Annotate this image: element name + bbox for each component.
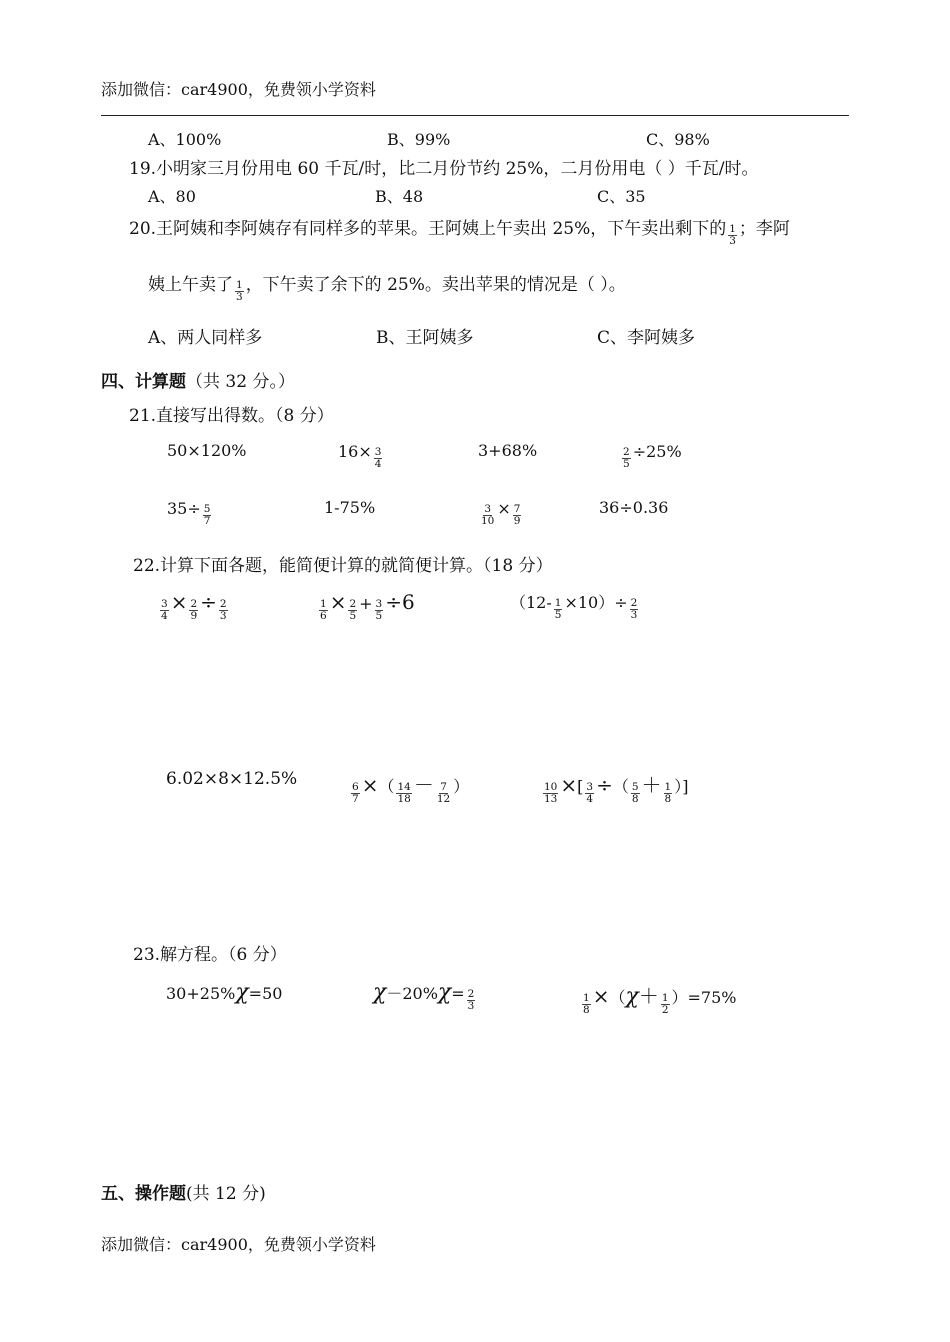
q18-option-c: C、98% [646,130,710,149]
q22-expr-2: $\frac{1}{6}$ × $\frac{2}{5}$ + $\frac{3}{5}$ ÷6 [320,590,415,622]
fraction: $\frac{1}{6}$ [320,598,327,622]
q20-line1: 20.王阿姨和李阿姨存有同样多的苹果。王阿姨上午卖出 25%，下午卖出剩下的 $\frac{1}{3}$ ；李阿 [129,219,790,247]
fraction: $\frac{1}{3}$ [729,223,736,247]
q20-option-b: B、王阿姨多 [376,328,474,348]
fraction: $\frac{1}{8}$ [583,992,590,1016]
section5-heading: 五、操作题(共 12 分) [101,1184,266,1204]
fraction: $\frac{2}{3}$ [219,598,227,622]
fraction: $\frac{1}{5}$ [554,597,562,621]
fraction: $\frac{2}{5}$ [623,446,630,470]
fraction: $\frac{6}{7}$ [352,781,359,805]
fraction: $\frac{1}{8}$ [664,781,672,805]
q21-expr-4: $\frac{2}{5}$ ÷25% [623,442,682,470]
fraction: $\frac{2}{3}$ [467,988,475,1012]
q23-equation-1: 30+25%χ=50 [166,980,283,1005]
fraction: $\frac{2}{3}$ [630,597,638,621]
q20-option-a: A、两人同样多 [148,328,263,348]
fraction: $\frac{3}{5}$ [375,598,383,622]
fraction: $\frac{3}{4}$ [161,598,168,622]
q18-option-b: B、99% [387,130,451,149]
fraction: $\frac{3}{10}$ [481,503,495,527]
q22-expr-1: $\frac{3}{4}$ × $\frac{2}{9}$ ÷ $\frac{2}{3}$ [161,590,227,622]
q21-expr-3: 3+68% [478,441,538,460]
q21-title: 21.直接写出得数。（8 分） [129,406,334,426]
fraction: $\frac{2}{5}$ [349,598,357,622]
fraction: $\frac{1}{2}$ [661,992,669,1016]
fraction: $\frac{7}{9}$ [513,503,521,527]
q22-title: 22.计算下面各题，能简便计算的就简便计算。（18 分） [133,556,553,576]
q22-expr-6: $\frac{10}{13}$ ×[ $\frac{3}{4}$ ÷（ $\frac{5}{8}$ ＋ $\frac{1}{8}$ ）] [544,773,689,805]
q21-expr-8: 36÷0.36 [599,498,669,517]
q20-option-c: C、李阿姨多 [597,328,696,348]
q19-option-c: C、35 [597,187,646,206]
q19-option-a: A、80 [148,187,196,206]
fraction: $\frac{3}{4}$ [374,446,382,470]
fraction: $\frac{5}{8}$ [631,781,639,805]
fraction: $\frac{5}{7}$ [203,503,211,527]
q19-option-b: B、48 [375,187,424,206]
q23-equation-2: χ－20%χ= $\frac{2}{3}$ [373,980,475,1012]
q19-question: 19.小明家三月份用电 60 千瓦/时，比二月份节约 25%，二月份用电（ ）千瓦/时。 [129,159,759,179]
q21-expr-1: 50×120% [167,441,247,460]
header-watermark: 添加微信：car4900，免费领小学资料 [101,80,376,99]
q23-title: 23.解方程。（6 分） [133,945,287,965]
q18-option-a: A、100% [148,130,222,149]
q20-line2: 姨上午卖了 $\frac{1}{3}$ ，下午卖了余下的 25%。卖出苹果的情况是（ ）。 [148,275,626,303]
fraction: $\frac{7}{12}$ [436,781,451,805]
q21-expr-7: $\frac{3}{10}$ × $\frac{7}{9}$ [481,499,521,527]
fraction: $\frac{1}{3}$ [236,279,243,303]
fraction: $\frac{10}{13}$ [544,781,558,805]
footer-watermark: 添加微信：car4900，免费领小学资料 [101,1235,376,1254]
section4-heading: 四、计算题（共 32 分。） [101,372,295,392]
fraction: $\frac{3}{4}$ [586,781,594,805]
q21-expr-6: 1-75% [324,498,376,517]
q22-expr-3: （12- $\frac{1}{5}$ ×10）÷ $\frac{2}{3}$ [510,593,638,621]
fraction: $\frac{2}{9}$ [190,598,198,622]
q23-equation-3: $\frac{1}{8}$ ×（χ＋ $\frac{1}{2}$ ）=75% [583,984,737,1016]
q22-expr-4: 6.02×8×12.5% [166,769,298,789]
q21-expr-5: 35÷ $\frac{5}{7}$ [167,499,211,527]
q22-expr-5: $\frac{6}{7}$ ×（ $\frac{14}{18}$ － $\frac{7}{12}$ ） [352,773,470,805]
header-divider [101,115,849,116]
q21-expr-2: 16× $\frac{3}{4}$ [338,442,382,470]
fraction: $\frac{14}{18}$ [397,781,411,805]
